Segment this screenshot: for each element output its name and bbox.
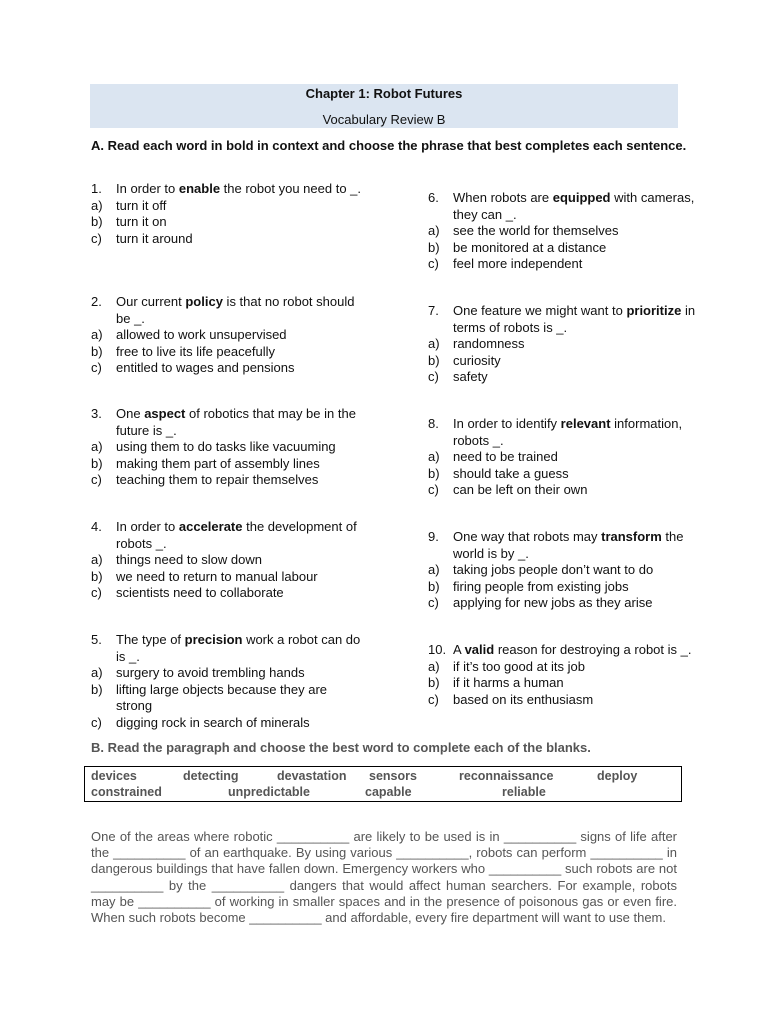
question-number: 2. bbox=[91, 294, 102, 309]
option[interactable]: b) be monitored at a distance bbox=[428, 239, 607, 255]
question-number: 9. bbox=[428, 529, 439, 544]
option[interactable]: a) need to be trained bbox=[428, 449, 558, 464]
word-bank-item: devices bbox=[91, 769, 137, 783]
question-number: 4. bbox=[91, 519, 102, 534]
question-4: 4. In order to accelerate the development of robots _. a) things need to slow down b) we need to return to manual labour c) scientists need to collaborate bbox=[91, 519, 361, 602]
question-number: 3. bbox=[91, 406, 102, 421]
word-bank-item: unpredictable bbox=[228, 785, 310, 799]
option[interactable]: b) turn it on bbox=[91, 214, 167, 229]
vocab-word: policy bbox=[185, 294, 223, 309]
question-9: 9. One way that robots may transform the world is by _. a) taking jobs people don’t want to do b) firing people from existing jobs c) applying for new jobs as they arise bbox=[428, 529, 698, 612]
chapter-title: Chapter 1: Robot Futures bbox=[305, 86, 463, 101]
option[interactable]: c) entitled to wages and pensions bbox=[91, 360, 295, 375]
option[interactable]: b) if it harms a human bbox=[428, 675, 564, 690]
word-bank-item: detecting bbox=[183, 769, 239, 783]
option[interactable]: a) see the world for themselves bbox=[428, 223, 619, 238]
option[interactable]: a) if it’s too good at its job bbox=[428, 658, 586, 674]
section-a-instruction: A. Read each word in bold in context and choose the phrase that best completes each sentence. bbox=[91, 138, 687, 153]
vocab-word: equipped bbox=[552, 190, 611, 205]
question-3: 3. One aspect of robotics that may be in the future is _. a) using them to do tasks like vacuuming b) making them part of assembly lines c) teaching them to repair themselves bbox=[91, 406, 361, 489]
section-b-instruction: B. Read the paragraph and choose the best word to complete each of the blanks. bbox=[91, 740, 591, 755]
option[interactable]: a) using them to do tasks like vacuuming bbox=[91, 439, 336, 454]
word-bank-item: reconnaissance bbox=[459, 769, 554, 783]
vocab-word: prioritize bbox=[626, 303, 682, 318]
vocab-word: valid bbox=[464, 642, 495, 657]
question-number: 1. bbox=[91, 181, 102, 196]
vocab-word: enable bbox=[178, 181, 221, 196]
vocab-word: relevant bbox=[560, 416, 611, 431]
option[interactable]: b) lifting large objects because they are strong bbox=[91, 681, 328, 713]
option[interactable]: c) teaching them to repair themselves bbox=[91, 472, 319, 487]
option[interactable]: c) scientists need to collaborate bbox=[91, 585, 284, 600]
option[interactable]: b) making them part of assembly lines bbox=[91, 455, 320, 471]
option[interactable]: c) based on its enthusiasm bbox=[428, 691, 594, 707]
question-number: 8. bbox=[428, 416, 439, 431]
question-number: 5. bbox=[91, 632, 102, 647]
option[interactable]: c) turn it around bbox=[91, 230, 193, 246]
option[interactable]: a) allowed to work unsupervised bbox=[91, 327, 287, 342]
option[interactable]: c) applying for new jobs as they arise bbox=[428, 595, 653, 610]
word-bank-item: sensors bbox=[369, 769, 417, 783]
question-7: 7. One feature we might want to prioritize in terms of robots is _. a) randomness b) curiosity c) safety bbox=[428, 303, 698, 386]
option[interactable]: c) safety bbox=[428, 369, 488, 384]
vocab-word: transform bbox=[601, 529, 662, 544]
option[interactable]: a) taking jobs people don’t want to do bbox=[428, 562, 654, 577]
vocab-word: accelerate bbox=[178, 519, 243, 534]
option[interactable]: c) can be left on their own bbox=[428, 482, 588, 497]
word-bank-item: deploy bbox=[597, 769, 638, 783]
option[interactable]: b) we need to return to manual labour bbox=[91, 568, 318, 584]
question-8: 8. In order to identify relevant information, robots _. a) need to be trained b) should take a guess c) can be left on their own bbox=[428, 416, 698, 499]
question-1: 1. In order to enable the robot you need to _. a) turn it off b) turn it on c) turn it around bbox=[91, 181, 361, 246]
option[interactable]: a) randomness bbox=[428, 336, 525, 351]
option[interactable]: b) should take a guess bbox=[428, 465, 569, 481]
option[interactable]: c) digging rock in search of minerals bbox=[91, 714, 310, 730]
question-2: 2. Our current policy is that no robot should be _. a) allowed to work unsupervised b) free to live its life peacefully c) entitled to wages and pensions bbox=[91, 294, 361, 377]
vocab-word: aspect bbox=[144, 406, 186, 421]
question-5: 5. The type of precision work a robot can do is _. a) surgery to avoid trembling hands b) lifting large objects because they are strong c) digging rock in search of minerals bbox=[91, 632, 361, 730]
word-bank bbox=[84, 766, 682, 802]
word-bank-item: devastation bbox=[277, 769, 347, 783]
vocab-word: precision bbox=[184, 632, 243, 647]
question-number: 7. bbox=[428, 303, 439, 318]
cloze-paragraph: One of the areas where robotic __________ are likely to be used is in __________ signs of life after the __________ of an earthquake. By using various __________, robots can perform __________ in dangerous buildings that have fallen down. Emergency workers who __________ such robots are not __________ by the __________ dangers that would affect human searchers. For example, robots may be __________ of working in smaller spaces and in the presence of poisonous gas or even fire. When such robots become __________ and affordable, every fire department will want to use them. bbox=[91, 829, 677, 926]
question-number: 6. bbox=[428, 190, 439, 205]
question-10: 10. A valid reason for destroying a robot is _. a) if it’s too good at its job b) if it harms a human c) based on its enthusiasm bbox=[428, 642, 698, 708]
word-bank-item: constrained bbox=[91, 785, 162, 799]
option[interactable]: a) surgery to avoid trembling hands bbox=[91, 665, 305, 680]
option[interactable]: b) firing people from existing jobs bbox=[428, 578, 629, 594]
option[interactable]: b) free to live its life peacefully bbox=[91, 343, 275, 359]
word-bank-item: reliable bbox=[502, 785, 546, 799]
question-6: 6. When robots are equipped with cameras, they can _. a) see the world for themselves b) be monitored at a distance c) feel more independent bbox=[428, 190, 698, 273]
word-bank-item: capable bbox=[365, 785, 412, 799]
question-number: 10. bbox=[428, 642, 447, 657]
option[interactable]: c) feel more independent bbox=[428, 256, 583, 271]
option[interactable]: a) turn it off bbox=[91, 197, 167, 213]
chapter-subtitle: Vocabulary Review B bbox=[322, 112, 446, 127]
option[interactable]: a) things need to slow down bbox=[91, 552, 262, 567]
option[interactable]: b) curiosity bbox=[428, 352, 501, 368]
